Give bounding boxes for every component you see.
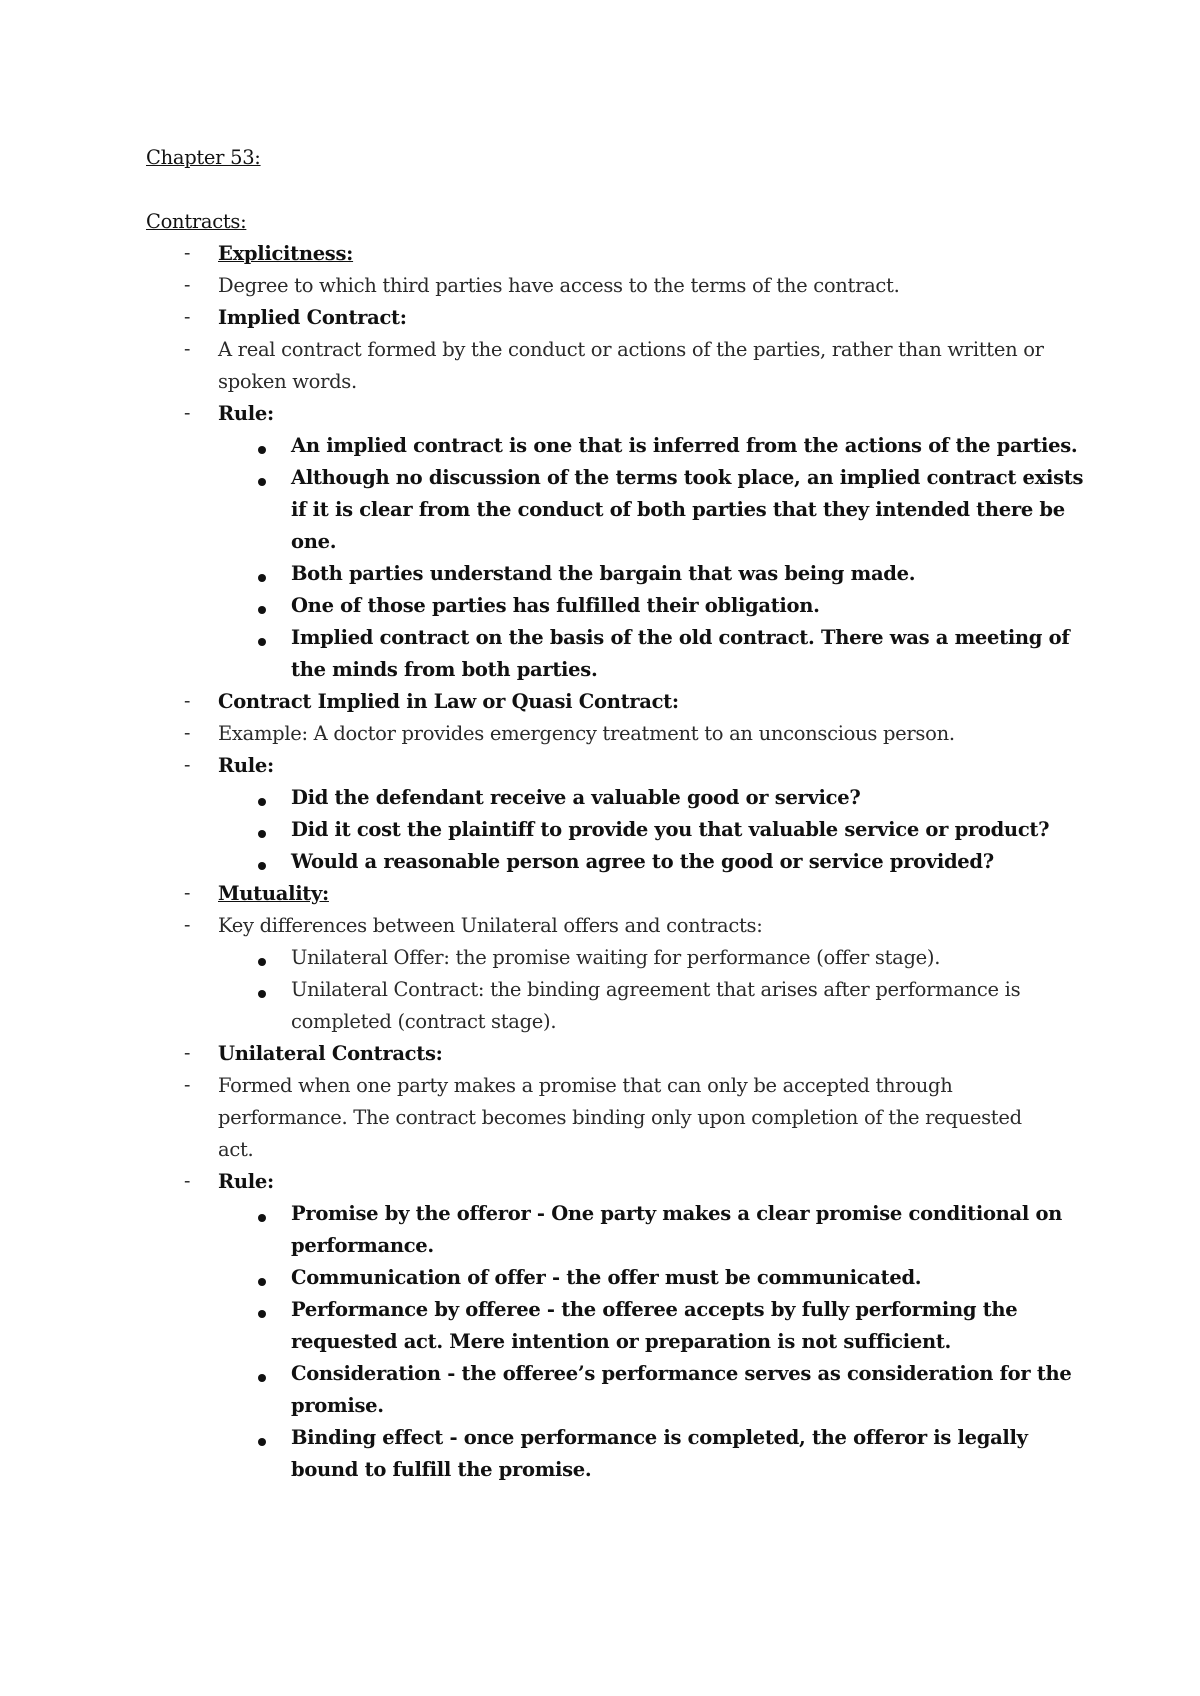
rule-item-cont: requested act. Mere intention or preparation is not sufficient. [291,1330,952,1353]
dash-marker: - [184,754,191,776]
rule-item-cont: if it is clear from the conduct of both parties that they intended there be [291,498,1065,521]
mutuality-intro: Key differences between Unilateral offers and contracts: [218,914,763,937]
bullet-icon [258,798,266,806]
mutuality-point-cont: completed (contract stage). [291,1010,557,1033]
bullet-icon [258,1278,266,1286]
dash-marker: - [184,1170,191,1192]
rule-item-cont: promise. [291,1394,384,1417]
rule-item: Both parties understand the bargain that was being made. [291,562,916,585]
rule-item: Promise by the offeror - One party makes a clear promise conditional on [291,1202,1063,1225]
dash-marker: - [184,882,191,904]
dash-marker: - [184,306,191,328]
bullet-icon [258,990,266,998]
dash-marker: - [184,274,191,296]
dash-marker: - [184,1042,191,1064]
dash-marker: - [184,402,191,424]
dash-marker: - [184,914,191,936]
implied-contract-heading: Implied Contract: [218,306,407,329]
rule-item-cont: the minds from both parties. [291,658,598,681]
bullet-icon [258,478,266,486]
implied-contract-definition: A real contract formed by the conduct or actions of the parties, rather than written or [218,338,1044,361]
bullet-icon [258,638,266,646]
rule-item-cont: performance. [291,1234,434,1257]
bullet-icon [258,574,266,582]
unilateral-definition-cont: act. [218,1138,254,1161]
bullet-icon [258,606,266,614]
bullet-icon [258,446,266,454]
mutuality-point: Unilateral Offer: the promise waiting for performance (offer stage). [291,946,941,969]
rule-item: Did the defendant receive a valuable good or service? [291,786,861,809]
explicitness-definition: Degree to which third parties have access to the terms of the contract. [218,274,900,297]
dash-marker: - [184,690,191,712]
rule-item: An implied contract is one that is inferred from the actions of the parties. [291,434,1078,457]
bullet-icon [258,1438,266,1446]
unilateral-contracts-heading: Unilateral Contracts: [218,1042,443,1065]
rule-label: Rule: [218,402,274,425]
quasi-contract-example: Example: A doctor provides emergency treatment to an unconscious person. [218,722,955,745]
dash-marker: - [184,722,191,744]
rule-label: Rule: [218,754,274,777]
rule-item-cont: one. [291,530,337,553]
mutuality-point: Unilateral Contract: the binding agreement that arises after performance is [291,978,1021,1001]
rule-item: Although no discussion of the terms took place, an implied contract exists [291,466,1084,489]
bullet-icon [258,1214,266,1222]
bullet-icon [258,958,266,966]
explicitness-heading: Explicitness: [218,242,354,265]
bullet-icon [258,1374,266,1382]
rule-item: Implied contract on the basis of the old contract. There was a meeting of [291,626,1070,649]
rule-item-cont: bound to fulfill the promise. [291,1458,592,1481]
dash-marker: - [184,1074,191,1096]
rule-item: Would a reasonable person agree to the good or service provided? [291,850,994,873]
chapter-title: Chapter 53: [146,146,261,169]
rule-item: One of those parties has fulfilled their obligation. [291,594,820,617]
rule-item: Communication of offer - the offer must be communicated. [291,1266,922,1289]
dash-marker: - [184,338,191,360]
bullet-icon [258,862,266,870]
rule-item: Did it cost the plaintiff to provide you that valuable service or product? [291,818,1050,841]
bullet-icon [258,1310,266,1318]
section-title: Contracts: [146,210,247,233]
quasi-contract-heading: Contract Implied in Law or Quasi Contract: [218,690,679,713]
rule-item: Consideration - the offeree’s performance serves as consideration for the [291,1362,1072,1385]
rule-item: Binding effect - once performance is completed, the offeror is legally [291,1426,1028,1449]
unilateral-definition: Formed when one party makes a promise that can only be accepted through [218,1074,953,1097]
bullet-icon [258,830,266,838]
mutuality-heading: Mutuality: [218,882,329,905]
dash-marker: - [184,242,191,264]
unilateral-definition-cont: performance. The contract becomes binding only upon completion of the requested [218,1106,1022,1129]
implied-contract-definition-cont: spoken words. [218,370,357,393]
rule-item: Performance by offeree - the offeree accepts by fully performing the [291,1298,1018,1321]
rule-label: Rule: [218,1170,274,1193]
